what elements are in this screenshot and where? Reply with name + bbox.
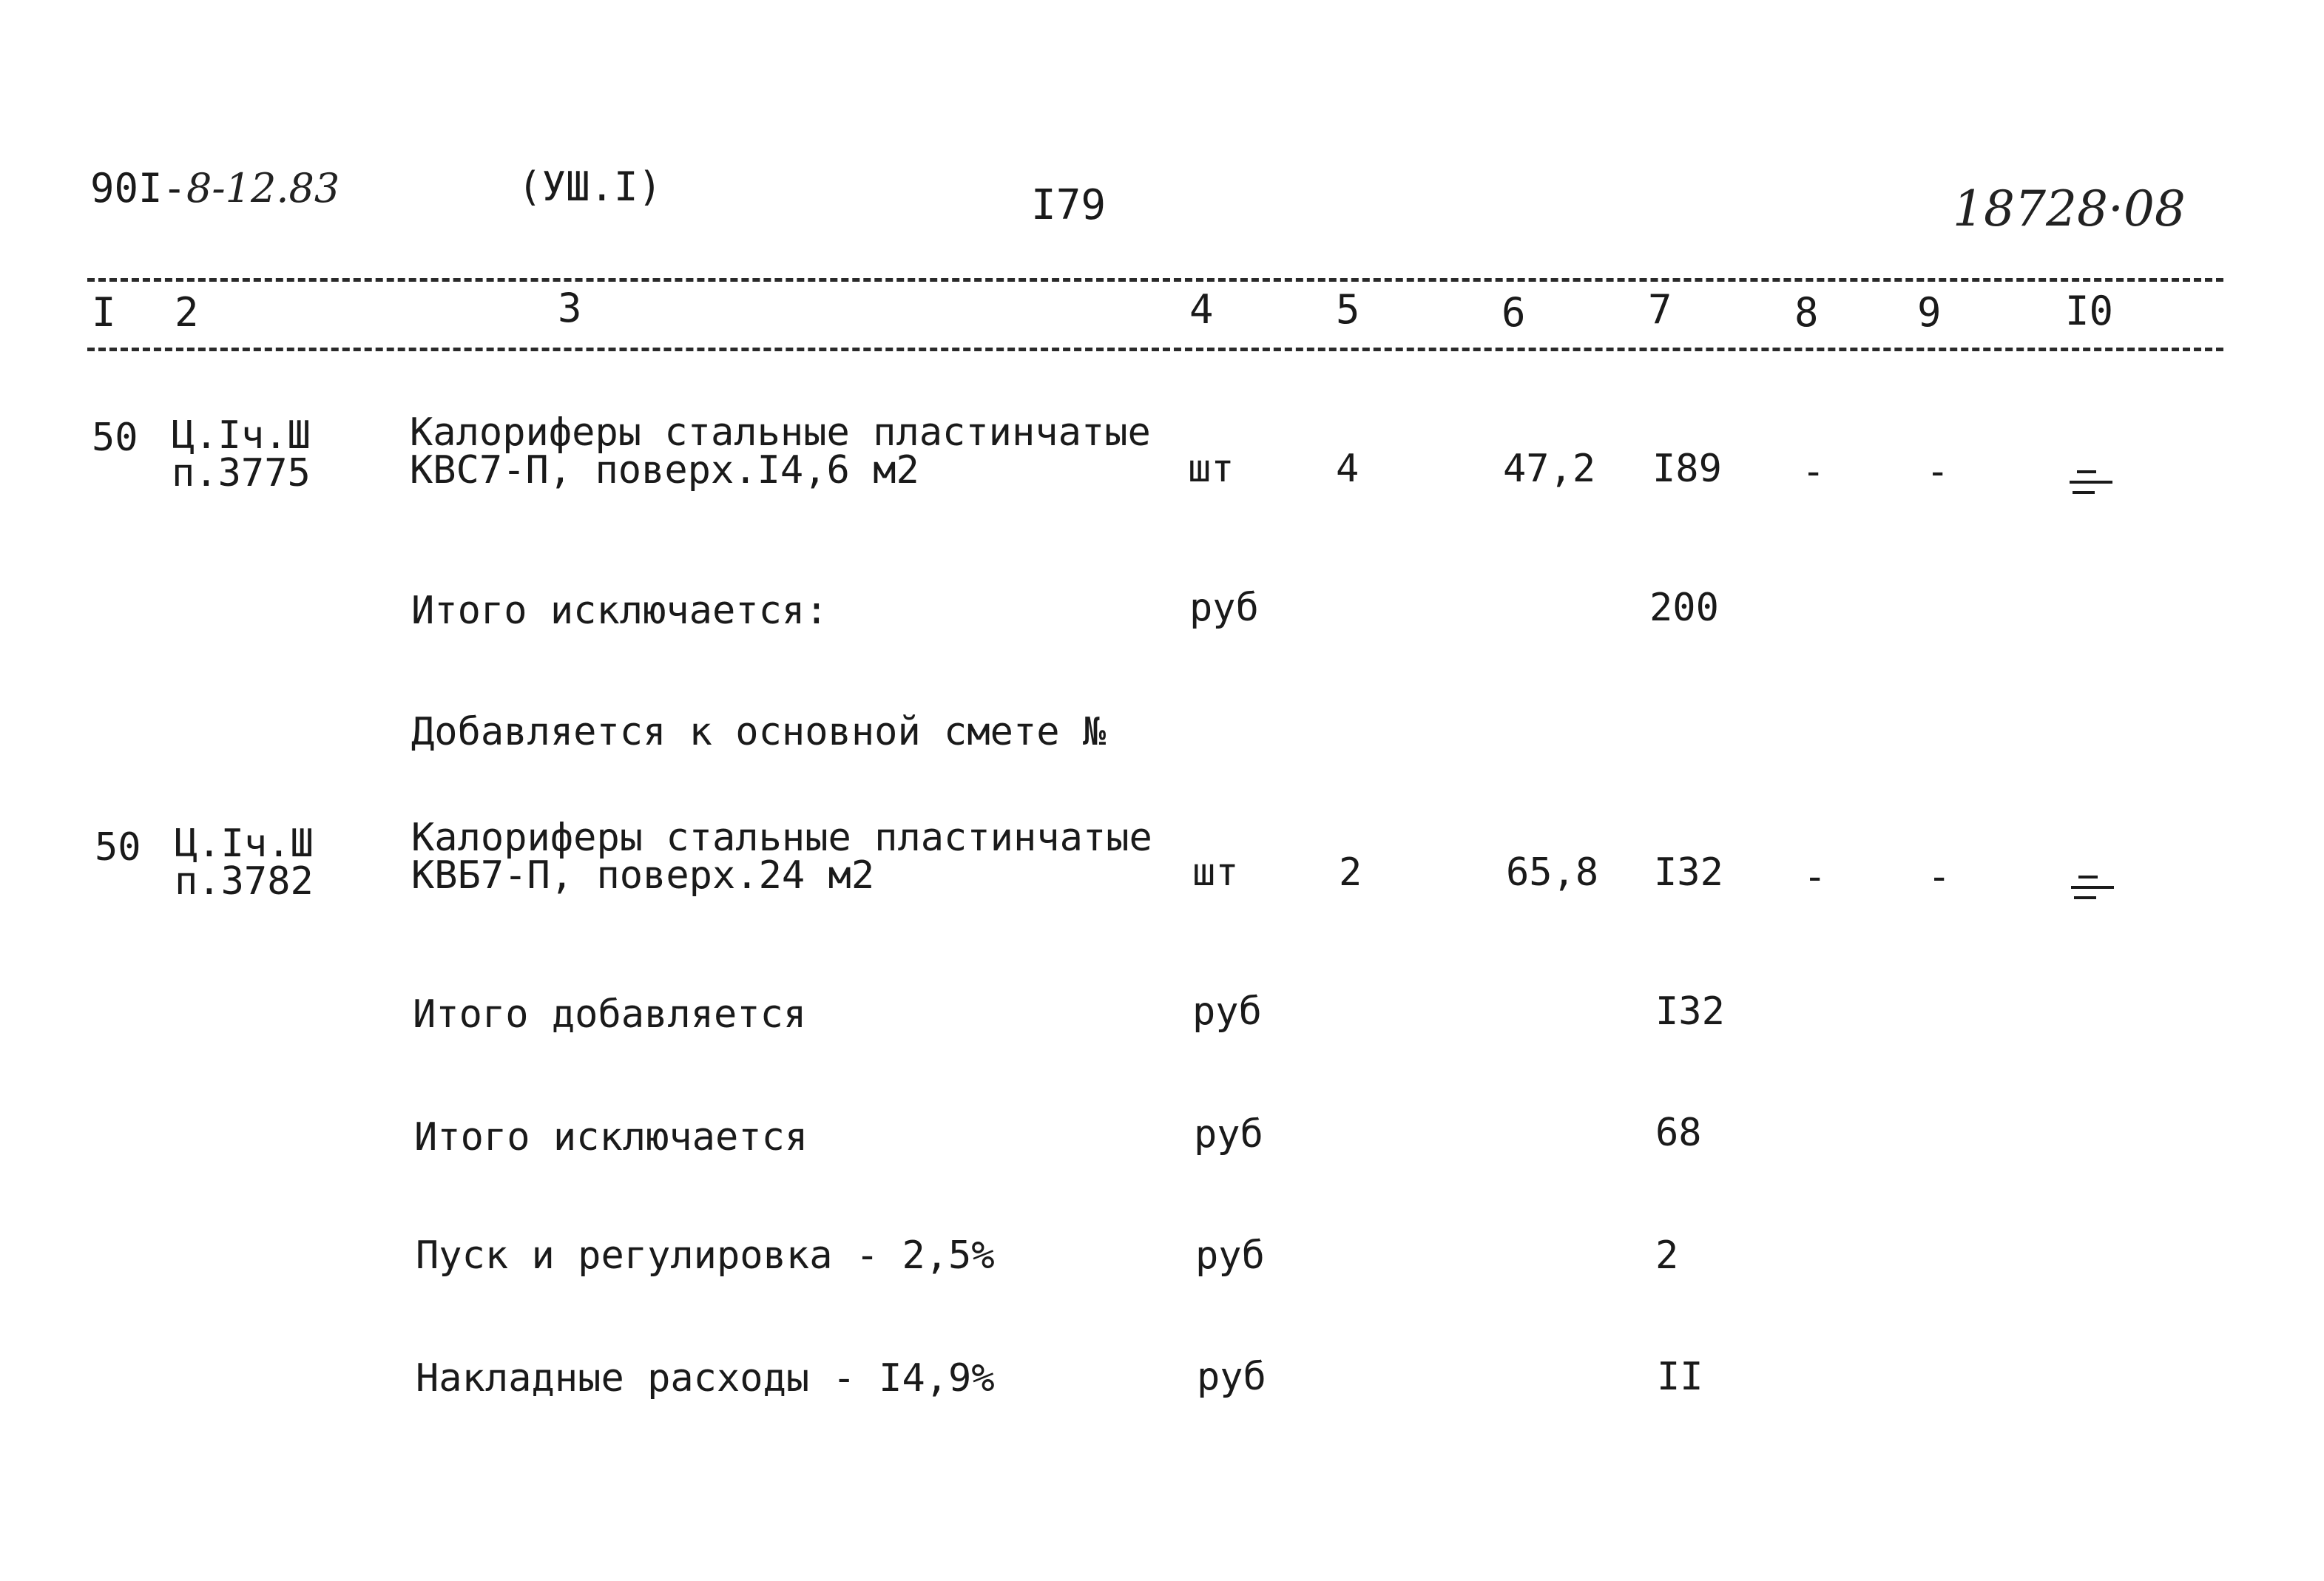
column-header-8: 8: [1794, 289, 1819, 336]
row-total: 2: [1655, 1233, 1679, 1278]
column-header-9: 9: [1917, 289, 1942, 336]
column-header-3: 3: [558, 285, 582, 331]
row-description: [411, 816, 1152, 898]
row-col9-dash: -: [1928, 855, 1951, 899]
row-description-line2: КВС7-П, поверх.I4,6 м2: [410, 447, 919, 492]
column-header-1: I: [92, 289, 116, 336]
column-header-10: I0: [2065, 288, 2114, 334]
row-description-line1: Калориферы стальные пластинчатые: [410, 410, 1151, 455]
column-header-6: 6: [1502, 289, 1526, 336]
row-unit: шт: [1192, 850, 1239, 895]
row-col8-dash: -: [1802, 450, 1825, 494]
header-rule-top: [87, 278, 2223, 282]
row-reference-line1: Ц.Iч.Ш: [172, 413, 311, 458]
row-unit-price: 65,8: [1506, 850, 1599, 895]
section-label: (УШ.I): [518, 163, 663, 210]
row-unit: руб: [1192, 989, 1262, 1034]
row-reference-line2: п.3775: [172, 450, 311, 495]
row-description-line1: Калориферы стальные пластинчатые: [411, 816, 1152, 860]
row-description-line2: КВБ7-П, поверх.24 м2: [411, 853, 875, 898]
row-col9-dash: -: [1926, 450, 1950, 494]
column-header-7: 7: [1648, 286, 1672, 333]
row-total: 68: [1655, 1111, 1702, 1155]
row-position: 50: [95, 825, 141, 870]
row-unit: шт: [1188, 447, 1234, 491]
row-col10-mark: [2071, 876, 2115, 905]
row-description: [410, 410, 1151, 492]
row-unit: руб: [1195, 1233, 1265, 1278]
row-total: II: [1657, 1355, 1703, 1399]
row-total: I89: [1652, 447, 1722, 491]
row-unit: руб: [1189, 586, 1259, 630]
row-quantity: 4: [1336, 447, 1359, 491]
row-label: Итого исключается:: [411, 589, 828, 633]
header-rule-bottom: [87, 348, 2223, 351]
row-reference-line2: п.3782: [175, 859, 314, 904]
row-unit: руб: [1194, 1112, 1263, 1157]
document-code: [90, 165, 340, 211]
row-label: Итого исключается: [414, 1115, 808, 1159]
row-total: I32: [1654, 850, 1723, 895]
column-header-4: 4: [1189, 286, 1214, 333]
archive-number: 18728·08: [1953, 180, 2186, 237]
row-col8-dash: -: [1803, 855, 1827, 899]
document-code-prefix: 90I-: [90, 165, 187, 211]
row-total: I32: [1655, 989, 1725, 1034]
row-label: Пуск и регулировка - 2,5%: [416, 1233, 995, 1278]
column-header-2: 2: [175, 289, 199, 336]
row-label: Добавляется к основной смете №: [411, 710, 1107, 754]
row-reference: [172, 413, 311, 495]
row-unit: руб: [1197, 1355, 1266, 1399]
column-header-5: 5: [1336, 286, 1360, 333]
page-number: I79: [1031, 181, 1107, 229]
row-label: Накладные расходы - I4,9%: [416, 1356, 995, 1401]
row-unit-price: 47,2: [1503, 447, 1596, 491]
row-quantity: 2: [1339, 850, 1362, 895]
row-reference: [175, 822, 314, 904]
row-position: 50: [92, 416, 138, 460]
row-reference-line1: Ц.Iч.Ш: [175, 822, 314, 866]
row-col10-mark: [2070, 470, 2114, 500]
row-total: 200: [1649, 586, 1719, 630]
row-label: Итого добавляется: [413, 992, 807, 1037]
document-code-handwritten: 8-12.83: [186, 165, 340, 211]
